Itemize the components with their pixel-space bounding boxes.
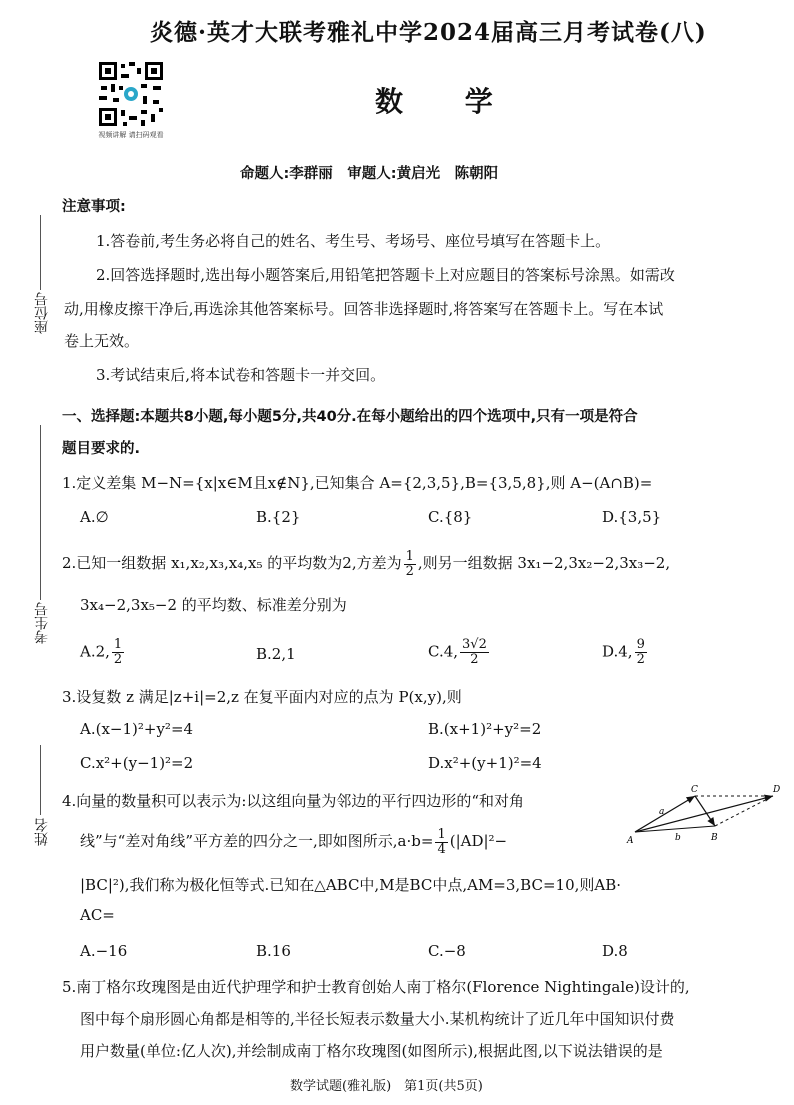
- notice-title: 注意事项:: [62, 199, 126, 215]
- question-5-stem-line3: 用户数量(单位:亿人次),并绘制成南丁格尔玫瑰图(如图所示),根据此图,以下说法错误的是: [80, 1042, 663, 1060]
- question-4-option-d[interactable]: D.8: [602, 942, 628, 960]
- fraction-numerator: 1: [113, 637, 123, 652]
- question-2-option-a[interactable]: [80, 638, 126, 667]
- label-b-point: B: [711, 833, 718, 843]
- notice-item-2-line1: 2.回答选择题时,选出每小题答案后,用铅笔把答题卡上对应题目的答案标号涂黑。如需改: [96, 266, 675, 284]
- page-footer: 数学试题(雅礼版) 第1页(共5页): [290, 1079, 483, 1094]
- fraction-numerator: 1: [437, 826, 446, 842]
- section-1-heading-line2: 题目要求的.: [62, 441, 141, 457]
- question-5-stem-line2: 图中每个扇形圆心角都是相等的,半径长短表示数量大小.某机构统计了近几年中国知识付费: [80, 1010, 675, 1028]
- option-label: D.4,: [602, 642, 633, 661]
- parallelogram-vector-figure: [625, 780, 785, 850]
- option-fraction: [112, 638, 124, 667]
- question-2-stem-part2: ,则另一组数据 3x₁−2,3x₂−2,3x₃−2,: [417, 554, 671, 572]
- question-3-option-a[interactable]: A.(x−1)²+y²=4: [80, 720, 194, 738]
- label-a-point: A: [627, 836, 634, 846]
- question-4-option-b[interactable]: B.16: [256, 942, 291, 960]
- question-4-stem-part2: (|AD|²−: [449, 832, 508, 850]
- qr-code[interactable]: [97, 60, 165, 128]
- fraction-denominator: 2: [405, 563, 414, 579]
- seat-label: 座位号: [34, 292, 50, 334]
- label-c-point: C: [691, 785, 698, 795]
- exam-no-label: 考生号: [34, 602, 50, 644]
- label-vector-a: a: [659, 807, 665, 817]
- question-2-stem-line2: 3x₄−2,3x₅−2 的平均数、标准差分别为: [80, 596, 347, 614]
- question-3-stem: 3.设复数 z 满足|z+i|=2,z 在复平面内对应的点为 P(x,y),则: [62, 688, 462, 706]
- label-d-point: D: [773, 785, 781, 795]
- name-label: 姓名: [34, 818, 50, 846]
- question-4-stem-line3: |BC|²),我们称为极化恒等式.已知在△ABC中,M是BC中点,AM=3,BC=10,则AB·: [80, 876, 622, 894]
- option-fraction: [460, 638, 489, 667]
- vector-cb: [695, 796, 715, 826]
- question-2-option-b[interactable]: B.2,1: [256, 645, 296, 663]
- edge-bd: [715, 796, 773, 826]
- option-label: C.4,: [428, 642, 459, 661]
- fraction-numerator: 3√2: [462, 637, 487, 652]
- question-3-option-d[interactable]: D.x²+(y+1)²=4: [428, 754, 542, 772]
- qr-code-icon: [97, 60, 165, 128]
- exam-no-line: [40, 425, 41, 600]
- question-2-fraction: [404, 550, 416, 579]
- question-3-option-b[interactable]: B.(x+1)²+y²=2: [428, 720, 542, 738]
- label-vector-b: b: [675, 833, 681, 843]
- fraction-numerator: 9: [636, 637, 645, 652]
- question-3-option-c[interactable]: C.x²+(y−1)²=2: [80, 754, 194, 772]
- option-fraction: [635, 638, 647, 667]
- question-2-stem-part1: 2.已知一组数据 x₁,x₂,x₃,x₄,x₅ 的平均数为2,方差为: [62, 554, 402, 572]
- question-1-option-b[interactable]: B.{2}: [256, 508, 301, 526]
- subject-title: 数 学: [375, 85, 519, 118]
- question-5-stem-line1: 5.南丁格尔玫瑰图是由近代护理学和护士教育创始人南丁格尔(Florence Nightingale)设计的,: [62, 978, 690, 996]
- question-2-option-c[interactable]: [428, 638, 491, 667]
- seat-line: [40, 215, 41, 290]
- question-1-option-c[interactable]: C.{8}: [428, 508, 473, 526]
- vector-a: [635, 796, 695, 832]
- qr-caption: 视频讲解 请扫码观看: [98, 131, 164, 139]
- question-4-option-a[interactable]: A.−16: [80, 942, 128, 960]
- question-4-fraction: [435, 828, 447, 857]
- exam-title: 炎德·英才大联考雅礼中学2024届高三月考试卷(八): [150, 19, 707, 46]
- notice-item-2-line2: 动,用橡皮擦干净后,再选涂其他答案标号。回答非选择题时,将答案写在答题卡上。写在本试: [64, 300, 664, 318]
- fraction-denominator: 2: [113, 652, 123, 667]
- option-label: A.2,: [80, 642, 110, 661]
- question-4-stem-line2: [80, 826, 507, 857]
- notice-item-3: 3.考试结束后,将本试卷和答题卡一并交回。: [96, 366, 386, 384]
- question-1-option-d[interactable]: D.{3,5}: [602, 508, 662, 526]
- question-4-stem-line1: 4.向量的数量积可以表示为:以这组向量为邻边的平行四边形的“和对角: [62, 792, 525, 810]
- fraction-numerator: 1: [405, 548, 414, 564]
- question-1-stem: 1.定义差集 M−N={x|x∈M且x∉N},已知集合 A={2,3,5},B={3,5,8},则 A−(A∩B)=: [62, 474, 653, 492]
- authors-line: 命题人:李群丽 审题人:黄启光 陈朝阳: [240, 166, 499, 182]
- notice-item-2-line3: 卷上无效。: [64, 332, 140, 350]
- question-2-option-d[interactable]: [602, 638, 649, 667]
- fraction-denominator: 2: [636, 652, 645, 667]
- section-1-heading-line1: 一、选择题:本题共8小题,每小题5分,共40分.在每小题给出的四个选项中,只有一项是符合: [62, 409, 638, 425]
- question-4-stem-line4: AC=: [80, 906, 115, 924]
- question-4-option-c[interactable]: C.−8: [428, 942, 466, 960]
- question-2-stem-line1: [62, 548, 670, 579]
- notice-item-1: 1.答卷前,考生务必将自己的姓名、考生号、考场号、座位号填写在答题卡上。: [96, 232, 611, 250]
- question-1-option-a[interactable]: A.∅: [80, 508, 109, 526]
- fraction-denominator: 2: [470, 652, 479, 667]
- fraction-denominator: 4: [437, 841, 446, 857]
- name-line: [40, 745, 41, 815]
- question-4-stem-part1: 线”与“差对角线”平方差的四分之一,即如图所示,a·b=: [80, 832, 434, 850]
